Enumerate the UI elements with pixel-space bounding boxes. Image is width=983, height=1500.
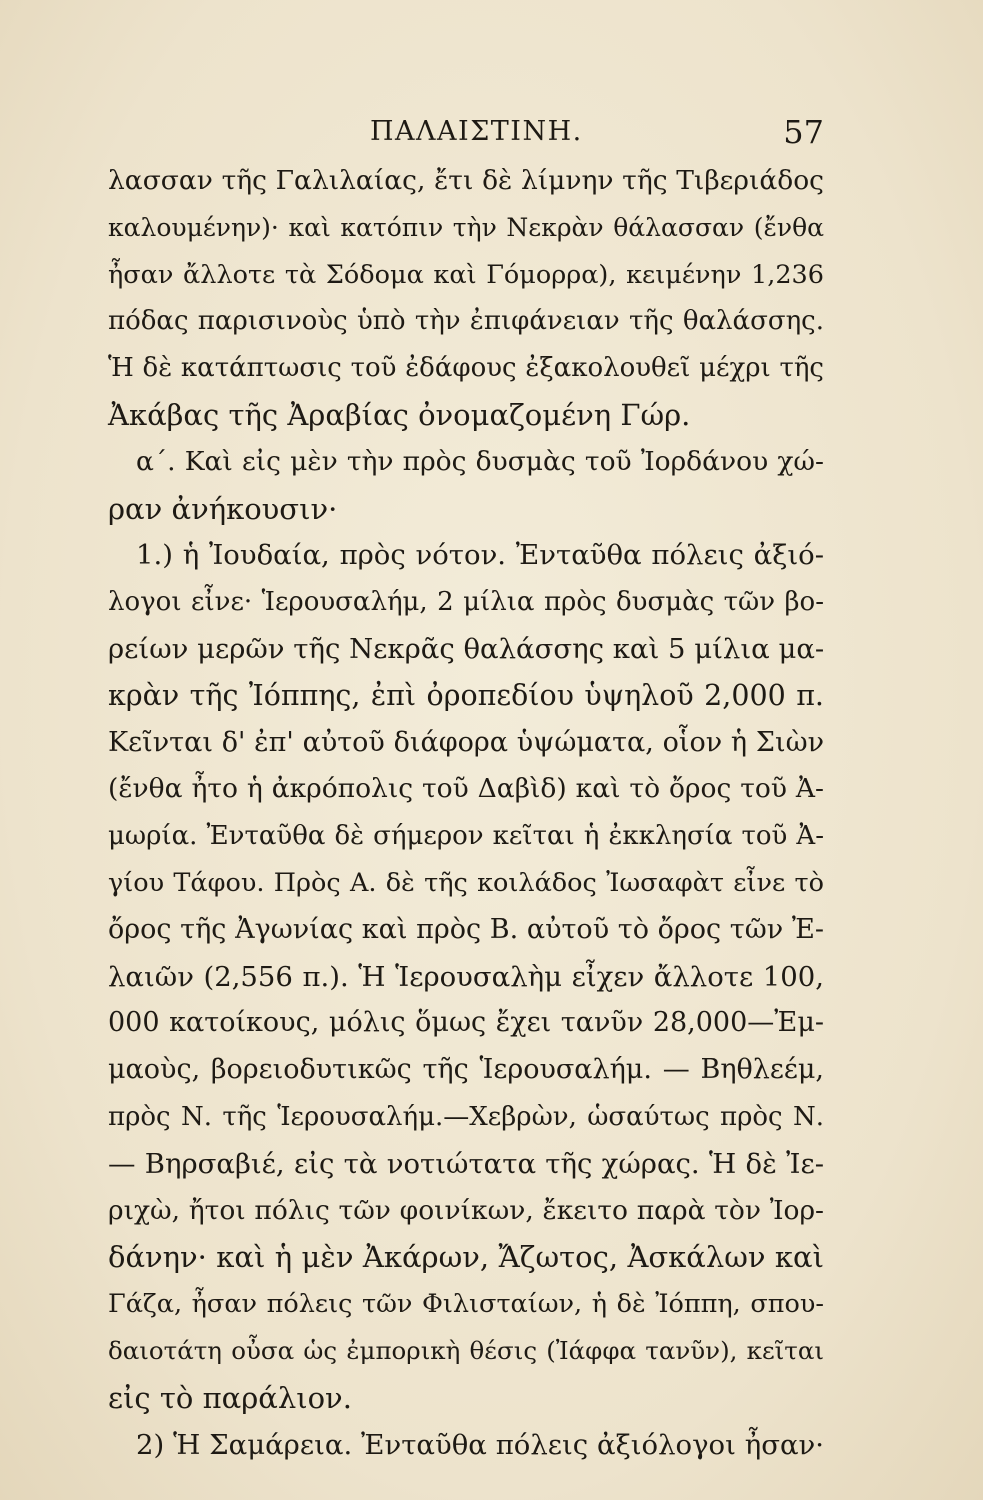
text-line: ριχὼ, ἤτοι πόλις τῶν φοινίκων, ἔκειτο παρὰ τὸν Ἰορ- <box>108 1194 824 1226</box>
page-header <box>112 112 824 152</box>
text-line: ρείων μερῶν τῆς Νεκρᾶς θαλάσσης καὶ 5 μίλια μα- <box>108 632 825 665</box>
text-line: καλουμένην)· καὶ κατόπιν τὴν Νεκρὰν θάλασσαν (ἔνθα <box>108 212 824 242</box>
text-line: πόδας παρισινοὺς ὑπὸ τὴν ἐπιφάνειαν τῆς θαλάσσης. <box>108 306 824 337</box>
text-line: μωρία. Ἐνταῦθα δὲ σήμερον κεῖται ἡ ἐκκλησία τοῦ Ἀ- <box>108 821 824 852</box>
text-line: 000 κατοίκους, μόλις ὅμως ἔχει τανῦν 28,000—Ἐμ- <box>108 1007 824 1039</box>
text-line: α΄. Καὶ εἰς μὲν τὴν πρὸς δυσμὰς τοῦ Ἰορδάνου χώ- <box>136 445 824 477</box>
text-line: Ἡ δὲ κατάπτωσις τοῦ ἐδάφους ἐξακολουθεῖ μέχρι τῆς <box>108 353 824 384</box>
text-line: μαοὺς, βορειοδυτικῶς τῆς Ἱερουσαλήμ. — Βηθλεέμ, <box>108 1054 824 1086</box>
text-line: Κεῖνται δ' ἐπ' αὐτοῦ διάφορα ὑψώματα, οἷον ἡ Σιὼν <box>108 726 824 758</box>
text-line: εἰς τὸ παράλιον. <box>108 1380 352 1415</box>
text-line: λογοι εἶνε· Ἱερουσαλήμ, 2 μίλια πρὸς δυσμὰς τῶν βο- <box>108 587 824 618</box>
text-line: 2) Ἡ Σαμάρεια. Ἐνταῦθα πόλεις ἀξιόλογοι ἦσαν· <box>136 1428 824 1461</box>
text-line: Γάζα, ἦσαν πόλεις τῶν Φιλισταίων, ἡ δὲ Ἰόππη, σπου- <box>108 1289 824 1320</box>
running-title: ΠΑΛΑΙΣΤΙΝΗ. <box>370 116 583 147</box>
text-line: λασσαν τῆς Γαλιλαίας, ἔτι δὲ λίμνην τῆς Τιβεριάδος <box>108 165 824 196</box>
text-line: ἦσαν ἄλλοτε τὰ Σόδομα καὶ Γόμορρα), κειμένην 1,236 <box>108 259 824 290</box>
text-line: — Βηρσαβιέ, εἰς τὰ νοτιώτατα τῆς χώρας. Ἡ δὲ Ἰε- <box>108 1147 824 1180</box>
text-line: δάνην· καὶ ἡ μὲν Ἀκάρων, Ἄζωτος, Ἀσκάλων καὶ <box>108 1240 824 1275</box>
text-line: (ἔνθα ἦτο ἡ ἀκρόπολις τοῦ Δαβὶδ) καὶ τὸ ὄρος τοῦ Ἀ- <box>108 773 824 805</box>
text-line: ὄρος τῆς Ἀγωνίας καὶ πρὸς Β. αὐτοῦ τὸ ὄρος τῶν Ἐ- <box>108 913 824 945</box>
text-line: γίου Τάφου. Πρὸς Α. δὲ τῆς κοιλάδος Ἰωσαφὰτ εἶνε τὸ <box>108 867 824 898</box>
page-body-text <box>108 158 824 1468</box>
text-line: Ἀκάβας τῆς Ἀραβίας ὀνομαζομένη Γώρ. <box>108 397 691 432</box>
text-line: δαιοτάτη οὖσα ὡς ἐμπορικὴ θέσις (Ἰάφφα τανῦν), κεῖται <box>108 1335 824 1365</box>
page-number: 57 <box>783 113 824 151</box>
text-line: πρὸς Ν. τῆς Ἱερουσαλήμ.—Χεβρὼν, ὡσαύτως πρὸς Ν. <box>108 1101 824 1132</box>
text-line: 1.) ἡ Ἰουδαία, πρὸς νότον. Ἐνταῦθα πόλεις ἀξιό- <box>136 539 824 572</box>
text-line: λαιῶν (2,556 π.). Ἡ Ἱερουσαλὴμ εἶχεν ἄλλοτε 100, <box>108 960 824 993</box>
text-line: κρὰν τῆς Ἰόππης, ἐπὶ ὀροπεδίου ὑψηλοῦ 2,000 π. <box>108 678 824 712</box>
text-line: ραν ἀνήκουσιν· <box>108 491 338 526</box>
